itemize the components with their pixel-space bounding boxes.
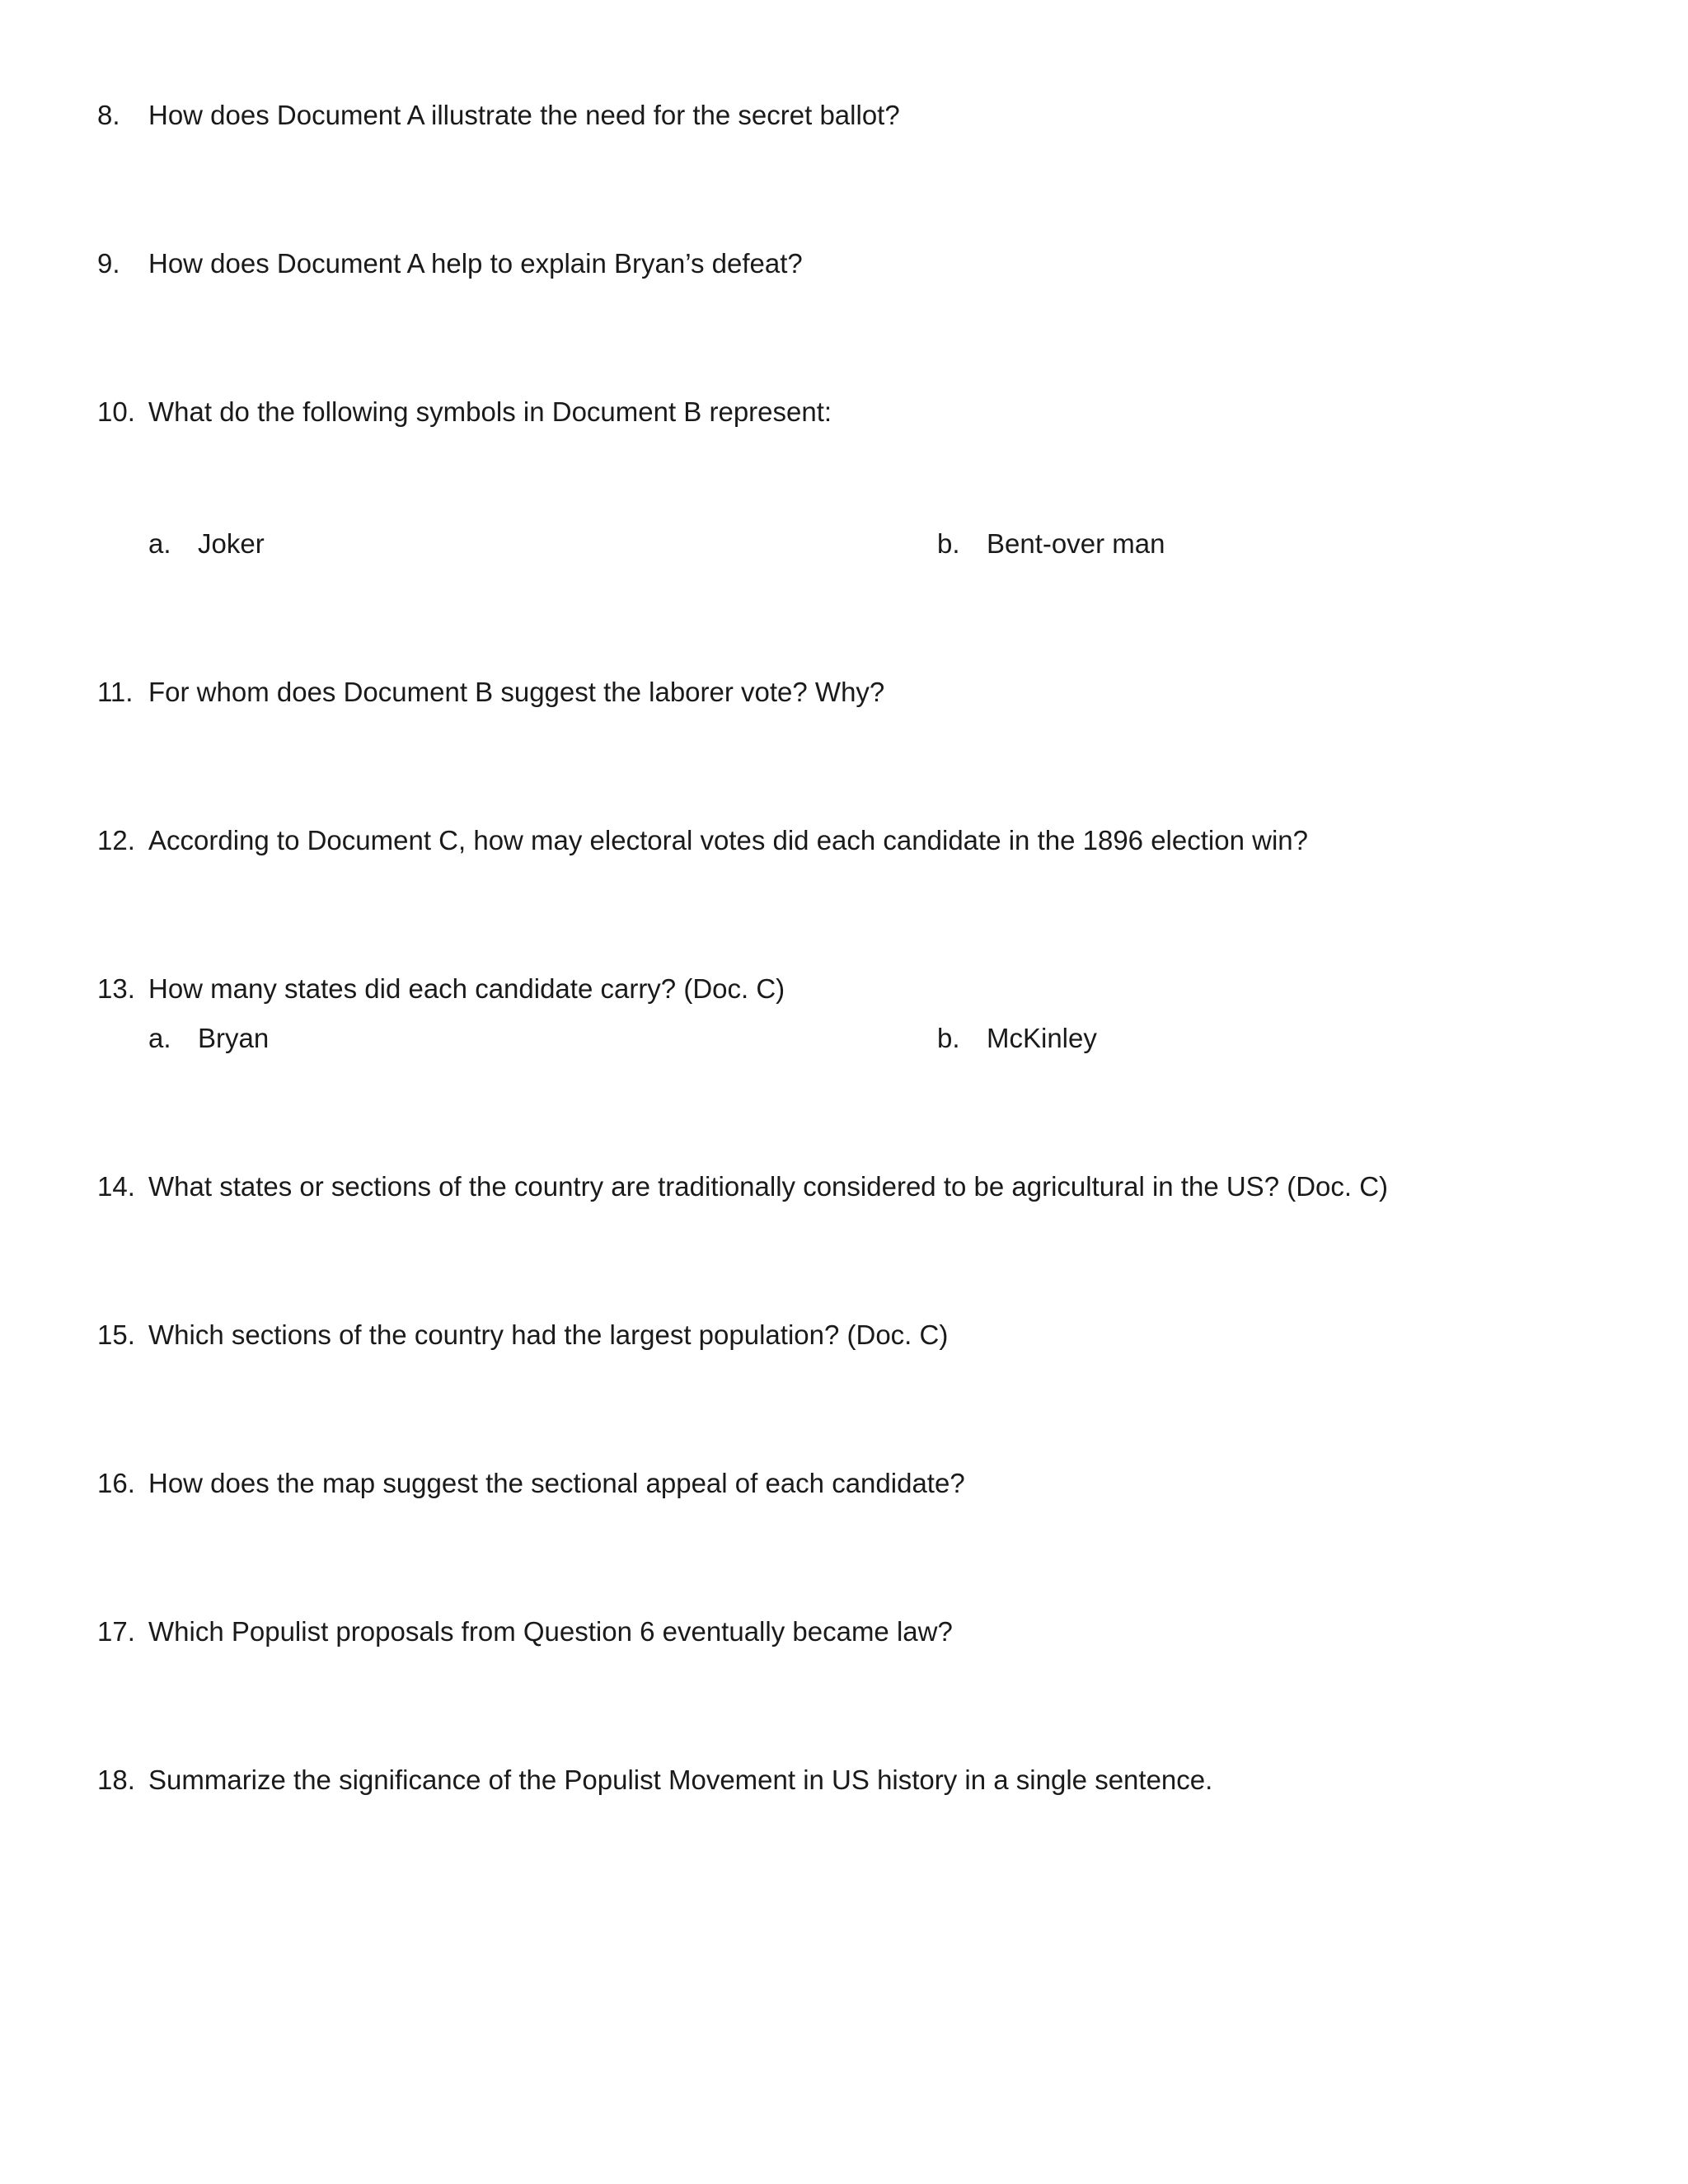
option-text: Joker — [198, 528, 265, 559]
question-number: 11. — [97, 677, 134, 707]
option-label: a. — [148, 1023, 171, 1053]
question-15 — [0, 1315, 1688, 1356]
question-text: What do the following symbols in Document B represent: — [148, 396, 832, 427]
question-10 — [0, 391, 1688, 433]
question-text: How does Document A help to explain Bryan’s defeat? — [148, 248, 803, 279]
question-17 — [0, 1611, 1688, 1652]
question-text: Which sections of the country had the largest population? (Doc. C) — [148, 1319, 949, 1350]
question-9 — [0, 243, 1688, 284]
question-text: Which Populist proposals from Question 6 eventually became law? — [148, 1616, 953, 1647]
question-text: According to Document C, how may electoral votes did each candidate in the 1896 election win? — [148, 825, 1308, 855]
question-text: For whom does Document B suggest the laborer vote? Why? — [148, 677, 885, 707]
question-11 — [0, 672, 1688, 713]
option-text: Bryan — [198, 1023, 270, 1053]
question-8 — [0, 95, 1688, 136]
question-number: 17. — [97, 1616, 135, 1647]
option-label: b. — [937, 528, 960, 559]
question-number: 12. — [97, 825, 135, 855]
q13-option-a — [148, 1018, 808, 1059]
question-14 — [0, 1166, 1688, 1207]
q10-option-b — [937, 523, 1597, 565]
question-16 — [0, 1463, 1688, 1504]
option-label: a. — [148, 528, 171, 559]
question-text: Summarize the significance of the Populist Movement in US history in a single sentence. — [148, 1765, 1213, 1795]
q10-option-a — [148, 523, 808, 565]
question-text: How does the map suggest the sectional appeal of each candidate? — [148, 1468, 965, 1498]
question-13 — [0, 968, 1688, 1010]
question-number: 14. — [97, 1171, 135, 1202]
question-number: 13. — [97, 973, 135, 1004]
question-number: 8. — [97, 100, 120, 130]
question-12 — [0, 820, 1688, 861]
q13-option-b — [937, 1018, 1597, 1059]
question-number: 10. — [97, 396, 135, 427]
question-number: 16. — [97, 1468, 135, 1498]
option-text: McKinley — [987, 1023, 1097, 1053]
question-text: How does Document A illustrate the need for the secret ballot? — [148, 100, 900, 130]
question-number: 15. — [97, 1319, 135, 1350]
question-number: 9. — [97, 248, 120, 279]
option-label: b. — [937, 1023, 960, 1053]
question-text: What states or sections of the country are traditionally considered to be agricultural in the US? (Doc. C) — [148, 1171, 1389, 1202]
question-number: 18. — [97, 1765, 135, 1795]
question-18 — [0, 1760, 1688, 1801]
option-text: Bent-over man — [987, 528, 1165, 559]
question-text: How many states did each candidate carry? (Doc. C) — [148, 973, 785, 1004]
